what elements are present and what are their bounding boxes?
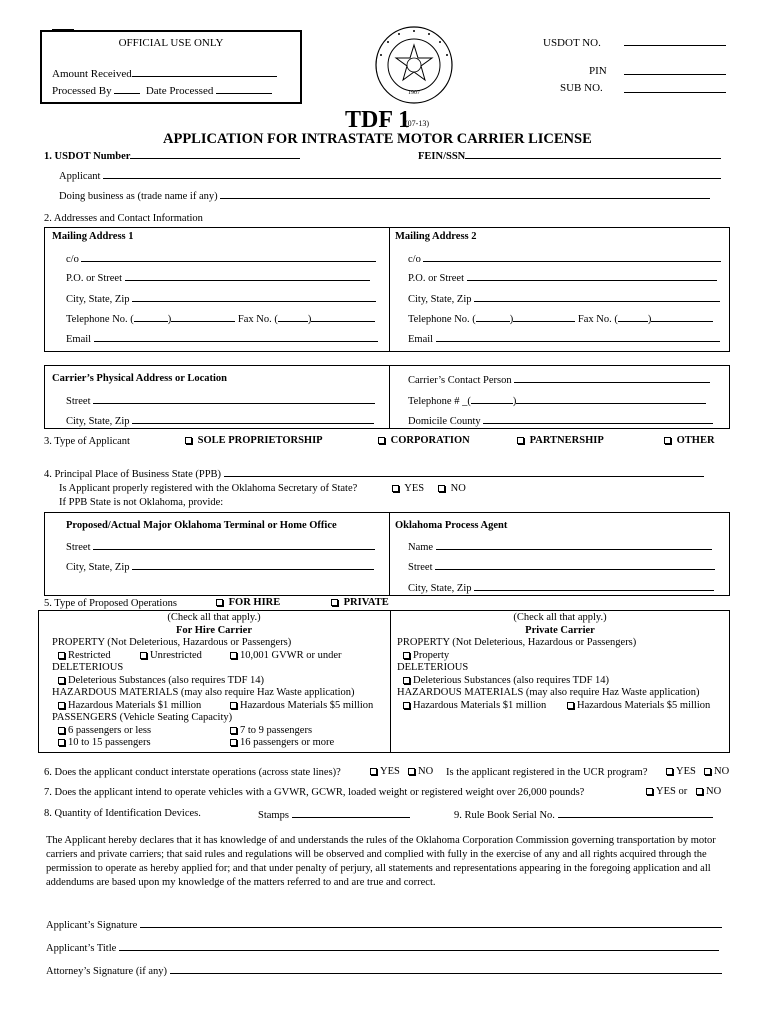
private-hazmat-label: HAZARDOUS MATERIALS (may also require Haz Waste application): [397, 687, 700, 698]
contact-person-field[interactable]: Carrier’s Contact Person: [408, 373, 710, 386]
ucr-question: Is the applicant registered in the UCR program?: [446, 767, 648, 778]
registered-question: Is Applicant properly registered with the Oklahoma Secretary of State?: [59, 483, 358, 494]
usdot-no-label: USDOT NO.: [543, 37, 601, 49]
checkbox-icon: [403, 702, 410, 709]
identification-devices-label: 8. Quantity of Identification Devices.: [44, 808, 201, 819]
interstate-no-checkbox[interactable]: NO: [408, 766, 433, 777]
pin-label: PIN: [589, 65, 607, 77]
registered-no-checkbox[interactable]: NO: [438, 483, 466, 494]
partnership-checkbox[interactable]: PARTNERSHIP: [517, 435, 604, 446]
checkbox-icon: [403, 652, 410, 659]
divider: [389, 512, 390, 596]
mail1-co-field[interactable]: c/o: [66, 252, 376, 265]
checkbox-icon: [403, 677, 410, 684]
private-haz1-checkbox[interactable]: Hazardous Materials $1 million: [403, 700, 546, 711]
declaration-text: The Applicant hereby declares that it has knowledge of and understands the rules of the Oklahoma Corporation Commission governing transportation by motor carriers and private carriers; that said rules and regulations will be observed and complied with fully in the exercise of any and all rights acquired through the permission to operate as hereby applied for; and that under penalty of perjury, all statements and representations appearing in the foregoing application and all addendums are based upon my knowledge of the matters referred to and are true and correct.: [46, 835, 716, 888]
official-use-box: [40, 30, 302, 104]
private-checkbox[interactable]: PRIVATE: [331, 597, 389, 608]
checkbox-icon: [216, 599, 223, 606]
checkbox-icon: [517, 437, 524, 444]
mailing-address-2-heading: Mailing Address 2: [395, 231, 477, 242]
divider: [389, 365, 390, 429]
checkbox-icon: [230, 739, 237, 746]
other-checkbox[interactable]: OTHER: [664, 435, 715, 446]
physical-address-heading: Carrier’s Physical Address or Location: [52, 373, 227, 384]
ppb-field[interactable]: 4. Principal Place of Business State (PPB): [44, 467, 704, 480]
unrestricted-checkbox[interactable]: Unrestricted: [140, 650, 202, 661]
agent-city-field[interactable]: City, State, Zip: [408, 581, 714, 594]
physical-street-field[interactable]: Street: [66, 394, 375, 407]
p6-checkbox[interactable]: 6 passengers or less: [58, 725, 151, 736]
private-haz5-checkbox[interactable]: Hazardous Materials $5 million: [567, 700, 710, 711]
agent-street-field[interactable]: Street: [408, 560, 715, 573]
checkbox-icon: [567, 702, 574, 709]
mail1-phone-field[interactable]: Telephone No. ( ) Fax No. ( ): [66, 312, 375, 325]
restricted-checkbox[interactable]: Restricted: [58, 650, 111, 661]
checkbox-icon: [666, 768, 673, 775]
for-hire-haz1-checkbox[interactable]: Hazardous Materials $1 million: [58, 700, 201, 711]
physical-city-field[interactable]: City, State, Zip: [66, 414, 374, 427]
form-version: (07-13): [405, 119, 429, 128]
sub-no-label: SUB NO.: [560, 82, 603, 94]
mail1-city-field[interactable]: City, State, Zip: [66, 292, 376, 305]
sole-proprietorship-checkbox[interactable]: SOLE PROPRIETORSHIP: [185, 435, 323, 446]
checkbox-icon: [438, 485, 445, 492]
mail2-co-field[interactable]: c/o: [408, 252, 721, 265]
agent-name-field[interactable]: Name: [408, 540, 712, 553]
form-code: TDF 1: [345, 107, 411, 133]
terminal-street-field[interactable]: Street: [66, 540, 375, 553]
usdot-no-input[interactable]: [624, 45, 726, 46]
processed-by-field[interactable]: Processed By Date Processed: [52, 84, 272, 97]
passengers-label: PASSENGERS (Vehicle Seating Capacity): [52, 712, 233, 723]
gvwr-yes-checkbox[interactable]: YES or: [646, 786, 687, 797]
checkbox-icon: [370, 768, 377, 775]
checkbox-icon: [392, 485, 399, 492]
checkbox-icon: [140, 652, 147, 659]
operations-label: 5. Type of Proposed Operations: [44, 598, 177, 609]
gvwr-no-checkbox[interactable]: NO: [696, 786, 721, 797]
mail2-city-field[interactable]: City, State, Zip: [408, 292, 720, 305]
applicant-field[interactable]: Applicant: [59, 169, 721, 182]
rule-book-field[interactable]: 9. Rule Book Serial No.: [454, 808, 713, 821]
official-use-title: OFFICIAL USE ONLY: [118, 37, 224, 49]
for-hire-hazmat-label: HAZARDOUS MATERIALS (may also require Haz Waste application): [52, 687, 355, 698]
checkbox-icon: [58, 702, 65, 709]
private-carrier-heading: Private Carrier: [525, 625, 595, 636]
pin-input[interactable]: [624, 74, 726, 75]
for-hire-check-all: (Check all that apply.): [167, 612, 261, 623]
checkbox-icon: [408, 768, 415, 775]
checkbox-icon: [185, 437, 192, 444]
mail1-email-field[interactable]: Email: [66, 332, 378, 345]
checkbox-icon: [331, 599, 338, 606]
interstate-yes-checkbox[interactable]: YES: [370, 766, 400, 777]
contact-telephone-field[interactable]: Telephone # _( ): [408, 394, 706, 407]
for-hire-deleterious-checkbox[interactable]: Deleterious Substances (also requires TDF 14): [58, 675, 264, 686]
ppb-not-oklahoma-note: If PPB State is not Oklahoma, provide:: [59, 497, 224, 508]
checkbox-icon: [58, 677, 65, 684]
seal-year: 1907: [408, 90, 420, 96]
for-hire-carrier-heading: For Hire Carrier: [176, 625, 252, 636]
attorney-signature-field[interactable]: Attorney’s Signature (if any): [46, 964, 722, 977]
stamps-field[interactable]: Stamps: [258, 808, 410, 821]
checkbox-icon: [230, 652, 237, 659]
mail2-phone-field[interactable]: Telephone No. ( ) Fax No. ( ): [408, 312, 713, 325]
private-deleterious-checkbox[interactable]: Deleterious Substances (also requires TDF 14): [403, 675, 609, 686]
checkbox-icon: [646, 788, 653, 795]
applicant-signature-field[interactable]: Applicant’s Signature: [46, 918, 722, 931]
applicant-title-field[interactable]: Applicant’s Title: [46, 941, 719, 954]
domicile-county-field[interactable]: Domicile County: [408, 414, 713, 427]
checkbox-icon: [664, 437, 671, 444]
corporation-checkbox[interactable]: CORPORATION: [378, 435, 470, 446]
mailing-address-1-heading: Mailing Address 1: [52, 231, 134, 242]
ucr-yes-checkbox[interactable]: YES: [666, 766, 696, 777]
addresses-heading: 2. Addresses and Contact Information: [44, 213, 203, 224]
terminal-city-field[interactable]: City, State, Zip: [66, 560, 374, 573]
gvwr-question: 7. Does the applicant intend to operate vehicles with a GVWR, GCWR, loaded weight or registered weight over 26,000 pounds?: [44, 787, 585, 798]
process-agent-heading: Oklahoma Process Agent: [395, 520, 508, 531]
dba-field[interactable]: Doing business as (trade name if any): [59, 189, 710, 202]
sub-no-input[interactable]: [624, 92, 726, 93]
for-hire-deleterious-label: DELETERIOUS: [52, 662, 124, 673]
for-hire-haz5-checkbox[interactable]: Hazardous Materials $5 million: [230, 700, 373, 711]
gvwr-checkbox[interactable]: 10,001 GVWR or under: [230, 650, 341, 661]
for-hire-property-label: PROPERTY (Not Deleterious, Hazardous or Passengers): [52, 637, 292, 648]
p10-checkbox[interactable]: 10 to 15 passengers: [58, 737, 151, 748]
checkbox-icon: [696, 788, 703, 795]
page-title: APPLICATION FOR INTRASTATE MOTOR CARRIER LICENSE: [163, 131, 592, 147]
checkbox-icon: [58, 652, 65, 659]
p7-checkbox[interactable]: 7 to 9 passengers: [230, 725, 312, 736]
checkbox-icon: [58, 739, 65, 746]
for-hire-checkbox[interactable]: FOR HIRE: [216, 597, 280, 608]
private-check-all: (Check all that apply.): [513, 612, 607, 623]
private-deleterious-label: DELETERIOUS: [397, 662, 469, 673]
mail2-email-field[interactable]: Email: [408, 332, 720, 345]
private-property-checkbox[interactable]: Property: [403, 650, 449, 661]
divider: [389, 227, 390, 352]
applicant-type-label: 3. Type of Applicant: [44, 436, 130, 447]
checkbox-icon: [378, 437, 385, 444]
ucr-no-checkbox[interactable]: NO: [704, 766, 729, 777]
terminal-heading: Proposed/Actual Major Oklahoma Terminal or Home Office: [66, 520, 337, 531]
mail2-street-field[interactable]: P.O. or Street: [408, 271, 717, 284]
interstate-question: 6. Does the applicant conduct interstate operations (across state lines)?: [44, 767, 341, 778]
checkbox-icon: [704, 768, 711, 775]
p16-checkbox[interactable]: 16 passengers or more: [230, 737, 334, 748]
mail1-street-field[interactable]: P.O. or Street: [66, 271, 370, 284]
checkbox-icon: [230, 727, 237, 734]
registered-yes-checkbox[interactable]: YES: [392, 483, 424, 494]
private-property-label: PROPERTY (Not Deleterious, Hazardous or Passengers): [397, 637, 637, 648]
amount-received-field[interactable]: Amount Received: [52, 67, 277, 80]
fein-field[interactable]: FEIN/SSN: [418, 149, 721, 162]
usdot-number-field[interactable]: 1. USDOT Number: [44, 149, 300, 162]
checkbox-icon: [58, 727, 65, 734]
checkbox-icon: [230, 702, 237, 709]
